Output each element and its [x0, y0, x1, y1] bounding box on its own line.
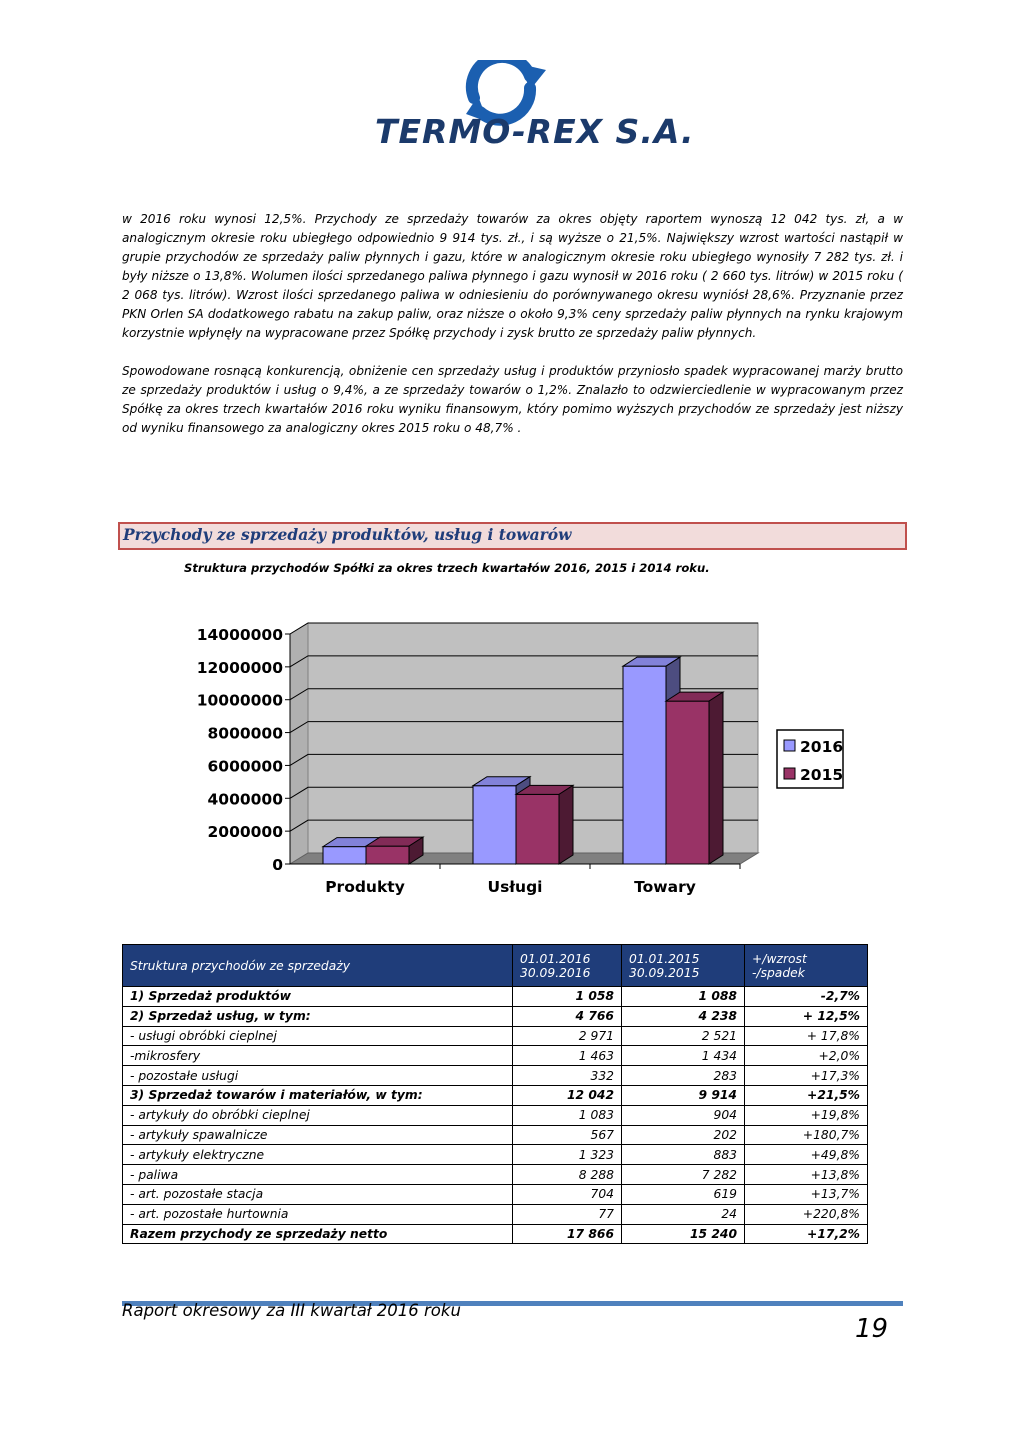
- row-value-2016: 4 766: [513, 1006, 622, 1026]
- header-2016-end: 30.09.2016: [520, 965, 591, 980]
- revenue-structure-table: [122, 944, 868, 1244]
- table-row: [123, 1184, 868, 1204]
- y-tick-label: 10000000: [196, 691, 283, 710]
- row-value-2015: 24: [622, 1204, 745, 1224]
- legend-swatch: [784, 768, 795, 779]
- legend-label: 2016: [800, 738, 844, 756]
- row-value-2016: 1 058: [513, 987, 622, 1007]
- bar-front: [323, 847, 366, 864]
- table-row: [123, 1066, 868, 1086]
- bar-front: [366, 846, 409, 864]
- row-change: +2,0%: [745, 1046, 868, 1066]
- bar-2015-usługi: [516, 785, 573, 864]
- row-label: 1) Sprzedaż produktów: [123, 987, 513, 1007]
- bar-front: [623, 666, 666, 864]
- y-tick-label: 12000000: [196, 658, 283, 677]
- row-value-2016: 332: [513, 1066, 622, 1086]
- row-label: - artykuły do obróbki cieplnej: [123, 1105, 513, 1125]
- row-value-2016: 17 866: [513, 1224, 622, 1244]
- row-value-2016: 1 463: [513, 1046, 622, 1066]
- chart-legend: [777, 730, 843, 788]
- y-tick-label: 2000000: [207, 823, 283, 842]
- header-2015-start: 01.01.2015: [629, 951, 700, 966]
- header-2015-end: 30.09.2015: [629, 965, 700, 980]
- row-change: +49,8%: [745, 1145, 868, 1165]
- row-change: + 17,8%: [745, 1026, 868, 1046]
- header-change: [745, 945, 868, 987]
- row-label: - art. pozostałe hurtownia: [123, 1204, 513, 1224]
- table-row: [123, 1006, 868, 1026]
- section-header: [118, 522, 907, 550]
- row-value-2015: 2 521: [622, 1026, 745, 1046]
- chart-caption: Struktura przychodów Spółki za okres trzech kwartałów 2016, 2015 i 2014 roku.: [184, 561, 710, 575]
- section-title: Przychody ze sprzedaży produktów, usług i towarów: [123, 525, 572, 544]
- row-value-2015: 15 240: [622, 1224, 745, 1244]
- row-change: +180,7%: [745, 1125, 868, 1145]
- row-label: 2) Sprzedaż usług, w tym:: [123, 1006, 513, 1026]
- legend-label: 2015: [800, 766, 844, 784]
- row-label: - artykuły spawalnicze: [123, 1125, 513, 1145]
- legend-swatch: [784, 740, 795, 751]
- row-label: Razem przychody ze sprzedaży netto: [123, 1224, 513, 1244]
- paragraph-1: w 2016 roku wynosi 12,5%. Przychody ze sprzedaży towarów za okres objęty raportem wynoszą 12 042 tys. zł, a w analogicznym okresie roku ubiegłego odpowiednio 9 914 tys. zł., i są wyższe o 21,5%. Największy wzrost wartości nastąpił w grupie przychodów ze sprzedaży paliw płynnych i gazu, które w analogicznym okresie roku ubiegłego wynosiły 7 282 tys. zł. i były niższe o 13,8%. Wolumen ilości sprzedanego paliwa płynnego i gazu wynosił w 2016 roku ( 2 660 tys. litrów) w 2015 roku ( 2 068 tys. litrów). Wzrost ilości sprzedanego paliwa w odniesieniu do porównywanego okresu wyniósł 28,6%. Przyznanie przez PKN Orlen SA dodatkowego rabatu na zakup paliw, oraz niższe o około 9,3% ceny sprzedaży paliw płynnych na rynku krajowym korzystnie wpłynęły na wypracowane przez Spółkę przychody i zysk brutto ze sprzedaży paliw płynnych.: [122, 212, 903, 340]
- table-row: [123, 1085, 868, 1105]
- header-2016-start: 01.01.2016: [520, 951, 591, 966]
- bar-2015-produkty: [366, 837, 423, 864]
- header-structure: Struktura przychodów ze sprzedaży: [123, 945, 513, 987]
- y-tick-label: 0: [272, 856, 283, 874]
- row-value-2015: 7 282: [622, 1165, 745, 1185]
- table-header-row: [123, 945, 868, 987]
- row-change: +19,8%: [745, 1105, 868, 1125]
- row-value-2015: 883: [622, 1145, 745, 1165]
- row-value-2016: 567: [513, 1125, 622, 1145]
- row-value-2015: 1 434: [622, 1046, 745, 1066]
- y-tick-label: 14000000: [196, 626, 283, 644]
- table-row: [123, 1125, 868, 1145]
- page-number: 19: [855, 1314, 889, 1344]
- table-row: [123, 1165, 868, 1185]
- row-change: -2,7%: [745, 987, 868, 1007]
- revenue-chart: [190, 612, 870, 912]
- header-2016: [513, 945, 622, 987]
- x-tick-label: Towary: [634, 878, 696, 896]
- bar-front: [473, 786, 516, 864]
- row-label: - usługi obróbki cieplnej: [123, 1026, 513, 1046]
- row-value-2016: 8 288: [513, 1165, 622, 1185]
- row-value-2015: 904: [622, 1105, 745, 1125]
- row-change: +21,5%: [745, 1085, 868, 1105]
- row-label: - artykuły elektryczne: [123, 1145, 513, 1165]
- table-row: [123, 1046, 868, 1066]
- row-change: + 12,5%: [745, 1006, 868, 1026]
- chart-x-ticks: [290, 864, 740, 896]
- row-change: +17,3%: [745, 1066, 868, 1086]
- x-tick-label: Produkty: [325, 878, 405, 896]
- logo-wordmark: TERMO-REX S.A.: [375, 112, 695, 151]
- row-change: +220,8%: [745, 1204, 868, 1224]
- bar-2015-towary: [666, 692, 723, 864]
- bar-side: [559, 785, 573, 864]
- table-body: [123, 987, 868, 1244]
- bar-front: [666, 701, 709, 864]
- row-value-2015: 283: [622, 1066, 745, 1086]
- row-value-2016: 2 971: [513, 1026, 622, 1046]
- footer-report-title: Raport okresowy za III kwartał 2016 roku: [122, 1301, 461, 1320]
- row-value-2015: 1 088: [622, 987, 745, 1007]
- row-value-2015: 4 238: [622, 1006, 745, 1026]
- row-value-2016: 77: [513, 1204, 622, 1224]
- table-row: [123, 1026, 868, 1046]
- table-row: [123, 1204, 868, 1224]
- revenue-table-wrap: [122, 944, 867, 1244]
- header-change-up: +/wzrost: [752, 951, 807, 966]
- row-change: +13,8%: [745, 1165, 868, 1185]
- y-tick-label: 4000000: [207, 790, 283, 809]
- row-change: +13,7%: [745, 1184, 868, 1204]
- table-row: [123, 1105, 868, 1125]
- row-value-2015: 9 914: [622, 1085, 745, 1105]
- paragraph-2: Spowodowane rosnącą konkurencją, obniżenie cen sprzedaży usług i produktów przyniosło spadek wypracowanej marży brutto ze sprzedaży produktów i usług o 9,4%, a ze sprzedaży towarów o 1,2%. Znalazło to odzwierciedlenie w wypracowanym przez Spółkę za okres trzech kwartałów 2016 roku wyniku finansowym, który pomimo wyższych przychodów ze sprzedaży jest niższy od wyniku finansowego za analogiczny okres 2015 roku o 48,7% .: [122, 364, 903, 435]
- row-value-2016: 704: [513, 1184, 622, 1204]
- bar-front: [516, 794, 559, 864]
- row-value-2016: 1 323: [513, 1145, 622, 1165]
- table-row: [123, 1224, 868, 1244]
- header-change-down: -/spadek: [752, 965, 805, 980]
- header-2015: [622, 945, 745, 987]
- row-value-2015: 202: [622, 1125, 745, 1145]
- chart-side-wall: [290, 623, 308, 864]
- row-label: - art. pozostałe stacja: [123, 1184, 513, 1204]
- chart-y-ticks: [197, 626, 290, 874]
- body-text: [122, 210, 903, 457]
- y-tick-label: 8000000: [207, 724, 283, 743]
- row-change: +17,2%: [745, 1224, 868, 1244]
- row-label: 3) Sprzedaż towarów i materiałów, w tym:: [123, 1085, 513, 1105]
- table-row: [123, 987, 868, 1007]
- row-label: - pozostałe usługi: [123, 1066, 513, 1086]
- row-value-2016: 12 042: [513, 1085, 622, 1105]
- table-row: [123, 1145, 868, 1165]
- y-tick-label: 6000000: [207, 757, 283, 776]
- bar-side: [709, 692, 723, 864]
- row-label: - paliwa: [123, 1165, 513, 1185]
- row-value-2015: 619: [622, 1184, 745, 1204]
- row-value-2016: 1 083: [513, 1105, 622, 1125]
- x-tick-label: Usługi: [487, 878, 543, 896]
- row-label: -mikrosfery: [123, 1046, 513, 1066]
